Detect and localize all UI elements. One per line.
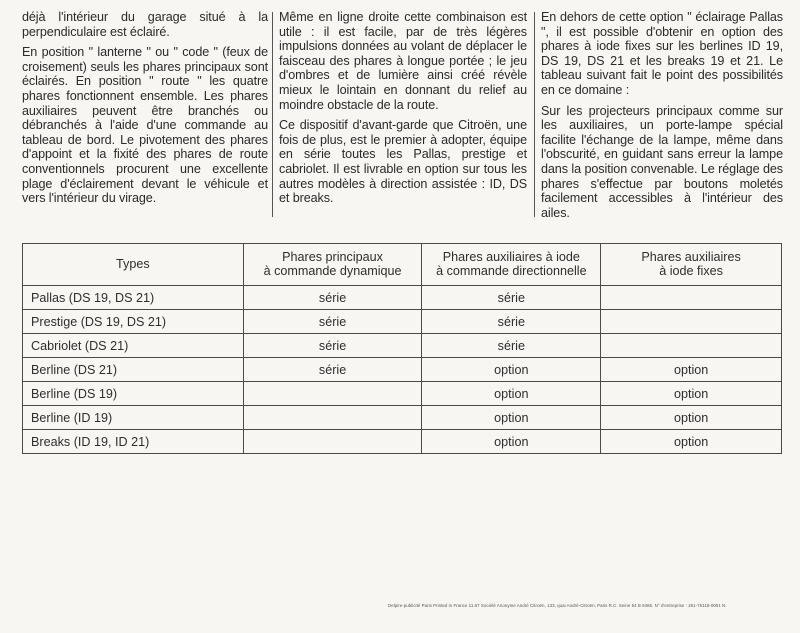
type-cell: Berline (ID 19) xyxy=(23,406,244,430)
aux-directional-cell: série xyxy=(422,310,601,334)
main-dynamic-cell: série xyxy=(243,310,422,334)
type-cell: Prestige (DS 19, DS 21) xyxy=(23,310,244,334)
text-column-1 xyxy=(22,10,268,212)
aux-directional-cell: option xyxy=(422,406,601,430)
table-row xyxy=(23,430,782,454)
header-types: Types xyxy=(23,244,244,286)
paragraph: En dehors de cette option " éclairage Pallas ", il est possible d'obtenir en option des phares à iode fixes sur les berlines ID 19, DS 19, DS 21 et les breaks 19 et 21. Le tableau suivant fait le point des possibilités en ce domaine : xyxy=(541,10,783,97)
main-dynamic-cell xyxy=(243,406,422,430)
paragraph: En position " lanterne " ou " code " (feux de croisement) seuls les phares principaux sont éclairés. En position " route " les quatre phares fonctionnent ensemble. Les phares auxiliaires peuvent être branchés ou débranchés à l'aide d'une commande au tableau de bord. Le pivotement des phares d'appoint et la fixité des phares de route conventionnels procurent une excellente plage d'éclairement devant le véhicule et vers l'intérieur du virage. xyxy=(22,45,268,206)
type-cell: Berline (DS 19) xyxy=(23,382,244,406)
aux-fixed-cell xyxy=(601,310,782,334)
paragraph: Sur les projecteurs principaux comme sur les auxiliaires, un porte-lampe spécial facilite l'échange de la lampe, même dans l'obscurité, en guidant sans erreur la lampe dans la position convenable. Le réglage des phares s'effectue par boutons moletés facilement accessibles à l'intérieur des ailes. xyxy=(541,103,783,220)
main-dynamic-cell: série xyxy=(243,358,422,382)
header-aux-directional: Phares auxiliaires à iode à commande directionnelle xyxy=(422,244,601,286)
aux-fixed-cell: option xyxy=(601,382,782,406)
main-dynamic-cell xyxy=(243,382,422,406)
imprint-footer: Delpire-publicité Paris Printed in France 11.67 Société Anonyme André Citroën, 133, quai André-Citroën, Paris R.C. Seine 54 B 9485. N° d'entreprise : 261-75115-0001 N. xyxy=(388,603,727,608)
table-header-row xyxy=(23,244,782,286)
aux-directional-cell: option xyxy=(422,358,601,382)
aux-fixed-cell xyxy=(601,286,782,310)
type-cell: Pallas (DS 19, DS 21) xyxy=(23,286,244,310)
aux-directional-cell: option xyxy=(422,382,601,406)
headlight-options-table xyxy=(22,243,782,454)
paragraph: Même en ligne droite cette combinaison est utile : il est facile, par de très légères impulsions données au volant de déplacer le faisceau des phares à longue portée ; le jeu d'ombres et de lumière ainsi créé révèle mieux le lointain en donnant du relief au moindre obstacle de la route. xyxy=(279,10,527,112)
type-cell: Berline (DS 21) xyxy=(23,358,244,382)
aux-fixed-cell: option xyxy=(601,358,782,382)
table-row xyxy=(23,334,782,358)
text-column-2 xyxy=(279,10,527,212)
aux-directional-cell: série xyxy=(422,334,601,358)
column-divider xyxy=(272,12,273,217)
aux-fixed-cell: option xyxy=(601,406,782,430)
header-main-dynamic: Phares principaux à commande dynamique xyxy=(243,244,422,286)
table-row xyxy=(23,286,782,310)
main-dynamic-cell: série xyxy=(243,334,422,358)
main-dynamic-cell: série xyxy=(243,286,422,310)
paragraph: Ce dispositif d'avant-garde que Citroën, une fois de plus, est le premier à adopter, équipe en série toutes les Pallas, prestige et cabriolet. Il est livrable en option sur tous les autres modèles à direction assistée : ID, DS et breaks. xyxy=(279,118,527,206)
type-cell: Cabriolet (DS 21) xyxy=(23,334,244,358)
aux-fixed-cell xyxy=(601,334,782,358)
paragraph: déjà l'intérieur du garage situé à la perpendiculaire est éclairé. xyxy=(22,10,268,39)
main-dynamic-cell xyxy=(243,430,422,454)
table-row xyxy=(23,358,782,382)
type-cell: Breaks (ID 19, ID 21) xyxy=(23,430,244,454)
column-divider xyxy=(534,12,535,217)
aux-directional-cell: option xyxy=(422,430,601,454)
table-row xyxy=(23,406,782,430)
aux-fixed-cell: option xyxy=(601,430,782,454)
table-row xyxy=(23,310,782,334)
table-row xyxy=(23,382,782,406)
text-columns xyxy=(0,10,800,220)
aux-directional-cell: série xyxy=(422,286,601,310)
text-column-3 xyxy=(541,10,783,226)
header-aux-fixed: Phares auxiliaires à iode fixes xyxy=(601,244,782,286)
